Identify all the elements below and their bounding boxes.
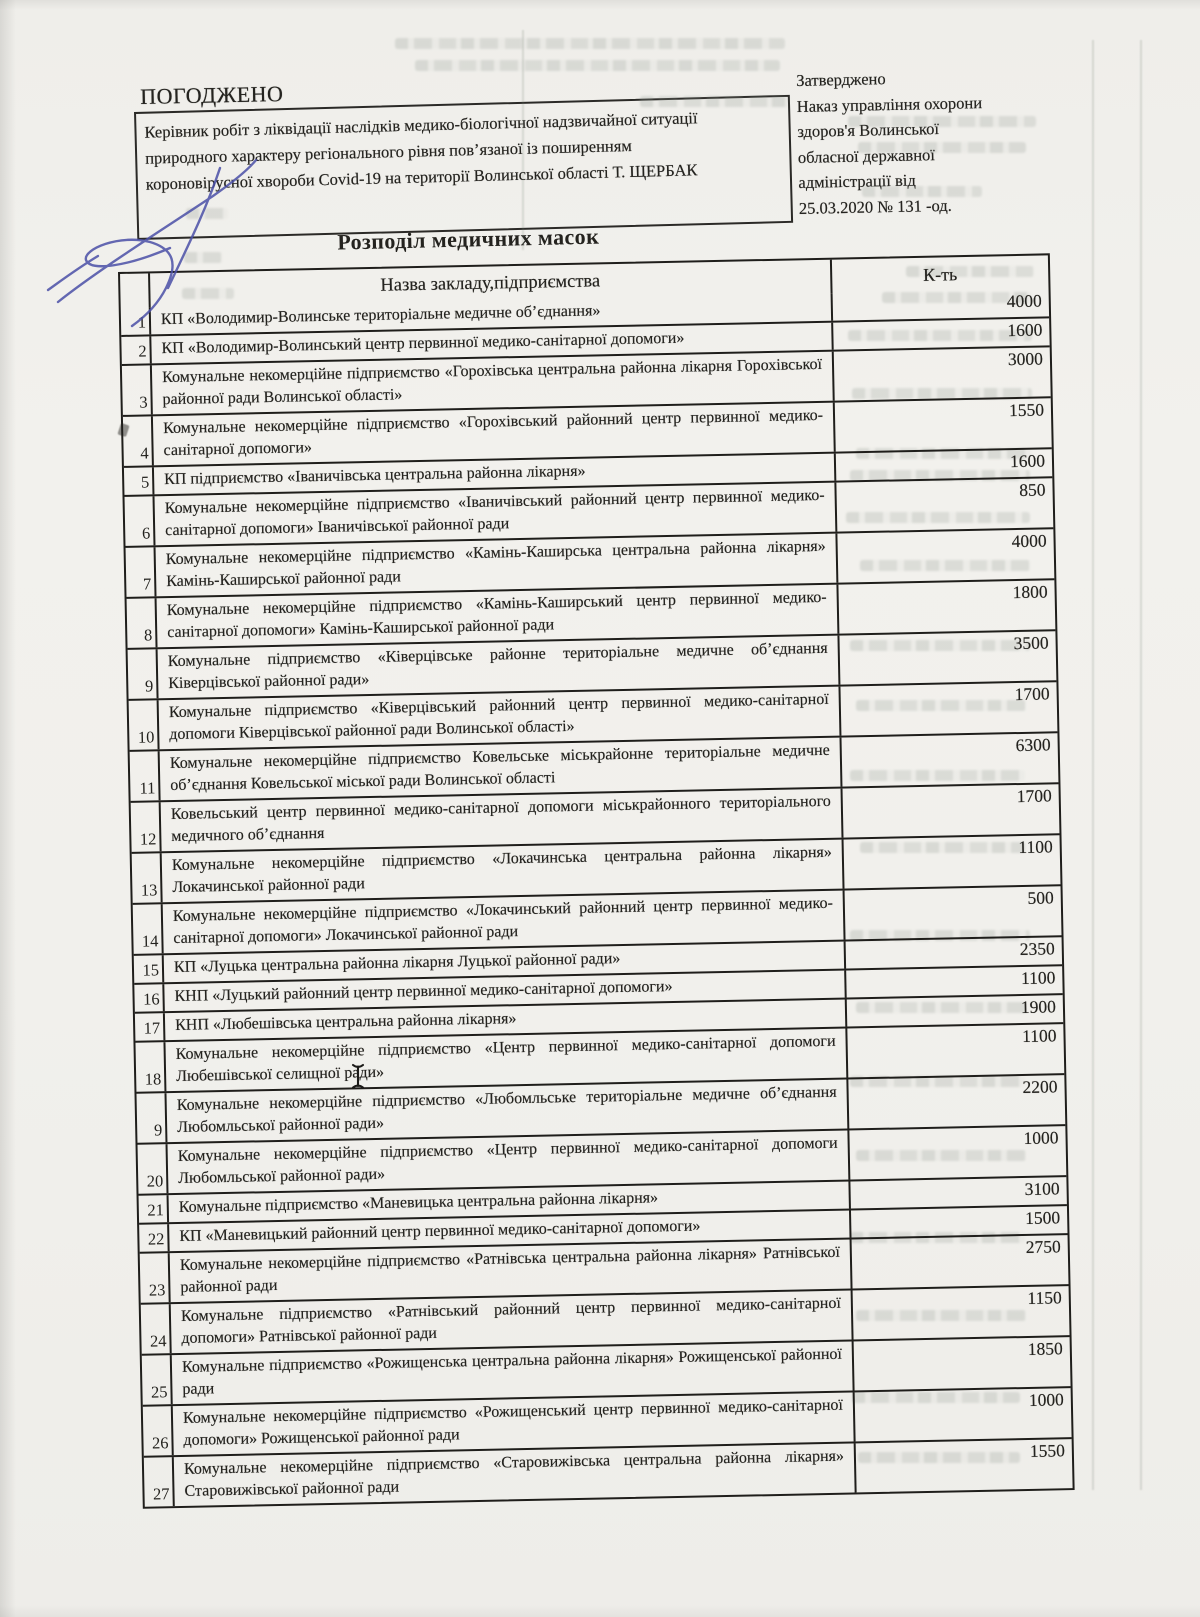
- quantity-value: 2200: [1022, 1076, 1058, 1098]
- approved-line: здоров'я Волинської: [797, 119, 940, 141]
- facility-name: КП «Луцька центральна районна лікарня Луцької районної ради»: [164, 942, 846, 983]
- facility-name: Комунальне підприємство «Ратнівський районний центр первинної медико-санітарної допомоги» Ратнівської районної ради: [171, 1290, 854, 1353]
- row-number: 15: [134, 955, 165, 983]
- text-cursor-artifact: [348, 1062, 368, 1090]
- facility-name: Комунальне некомерційне підприємство «Рожищенський центр первинної медико-санітарної допомоги» Рожищенської районної ради: [173, 1392, 856, 1455]
- bleedthrough-artifact: [858, 142, 1026, 153]
- facility-name: Комунальне некомерційне підприємство «Камінь-Каширський центр первинної медико-санітарної допомоги» Камінь-Каширської районної ради: [157, 585, 840, 648]
- header-name-cell: Назва закладу,підприємства: [150, 260, 833, 308]
- quantity-value: 1700: [1014, 683, 1050, 705]
- row-number: 24: [141, 1304, 172, 1354]
- quantity-value: 500: [1027, 887, 1054, 908]
- row-number: 5: [124, 467, 155, 495]
- quantity-value: 1850: [1027, 1338, 1063, 1359]
- table-body: [121, 289, 1073, 1506]
- facility-name: Комунальне некомерційне підприємство «Ратнівська центральна районна лікарня» Ратнівської районної ради: [170, 1239, 853, 1302]
- row-number: 12: [131, 802, 162, 852]
- facility-name: Комунальне некомерційне підприємство «Локачинський районний центр первинної медико-санітарної допомоги» Локачинської районної ради: [163, 891, 846, 954]
- facility-name: Комунальне некомерційне підприємство «Локачинська центральна районна лікарня» Локачинської районної ради: [162, 840, 845, 903]
- facility-name: КП «Маневицький районний центр первинної медико-санітарної допомоги»: [169, 1210, 851, 1251]
- facility-name: Комунальне некомерційне підприємство «Горохівський районний центр первинної медико-санітарної допомоги»: [153, 403, 836, 466]
- quantity-value: 850: [1019, 479, 1046, 500]
- row-number: 21: [139, 1195, 170, 1223]
- row-number: 25: [142, 1355, 173, 1405]
- quantity-value: 6300: [1015, 734, 1051, 756]
- approved-line: 25.03.2020 № 131 -од.: [798, 195, 953, 218]
- approved-line: Затверджено: [796, 69, 886, 90]
- agreed-box-line: природного характеру регіонального рівня пов’язаної із поширенням: [144, 135, 633, 168]
- quantity-value: 4000: [1011, 530, 1047, 552]
- signature-ink: [28, 130, 388, 460]
- quantity-value: 1600: [1007, 319, 1043, 341]
- row-number: 20: [138, 1144, 169, 1194]
- quantity-value: 3000: [1007, 348, 1044, 370]
- bleedthrough-artifact: [395, 38, 785, 49]
- quantity-value: 4000: [1006, 290, 1042, 312]
- facility-name: Комунальне некомерційне підприємство «Старовижівська центральна районна лікарня» Старовижівської районної ради: [174, 1443, 857, 1506]
- quantity-value: 1550: [1008, 399, 1045, 421]
- approved-line: обласної державної: [797, 144, 936, 167]
- quantity-value: 3100: [1024, 1178, 1060, 1199]
- row-number: 7: [126, 547, 157, 597]
- bleedthrough-artifact: [862, 186, 982, 197]
- row-number: 13: [132, 853, 163, 903]
- facility-name: Комунальне підприємство «Рожищенська центральна районна лікарня» Рожищенської районної ради: [172, 1341, 855, 1404]
- row-number: 18: [135, 1042, 166, 1092]
- row-number: 2: [121, 336, 152, 364]
- quantity-value: 1100: [1020, 967, 1056, 989]
- agreed-box-line: короновірусної хвороби Covid-19 на території Волинської області Т. ЩЕРБАК: [145, 160, 698, 194]
- facility-name: Комунальне підприємство «Маневицька центральна районна лікарня»: [169, 1181, 851, 1222]
- quantity-value: 1100: [1018, 836, 1053, 858]
- bleedthrough-artifact: [848, 116, 1036, 127]
- row-number: 3: [122, 365, 153, 415]
- agreed-box-line: Керівник робіт з ліквідації наслідків медико-біологічної надзвичайної ситуації: [144, 108, 698, 142]
- facility-name: Комунальне некомерційне підприємство Ковельське міськрайонне територіальне медичне об’єднання Ковельської міської ради Волинської області: [160, 738, 843, 801]
- quantity-value: 1000: [1028, 1389, 1065, 1410]
- facility-name: Комунальне підприємство «Ківерцівське районне територіальне медичне об’єднання Ківерцівської районної ради»: [158, 636, 841, 699]
- row-number: 6: [125, 496, 156, 546]
- facility-name: Комунальне некомерційне підприємство «Любомльське територіальне медичне об’єднання Любомльської районної ради»: [166, 1080, 849, 1143]
- quantity-value: 1550: [1029, 1440, 1066, 1461]
- facility-name: Комунальне некомерційне підприємство «Центр первинної медико-санітарної допомоги Любомльської районної ради»: [168, 1130, 851, 1193]
- quantity-value: 1500: [1024, 1207, 1061, 1228]
- row-number: 8: [127, 598, 158, 648]
- facility-name: Комунальне некомерційне підприємство «Камінь-Каширська центральна районна лікарня» Камінь-Каширської районної ради: [156, 534, 839, 597]
- facility-name: КП «Володимир-Волинський центр первинної медико-санітарної допомоги»: [151, 323, 833, 364]
- header-qty-cell: К-ть: [922, 263, 958, 285]
- facility-name: Комунальне підприємство «Ківерцівський районний центр первинної медико-санітарної допомоги Ківерцівської районної ради Волинської області»: [159, 687, 842, 750]
- quantity-value: 2350: [1019, 938, 1055, 960]
- row-number: 16: [134, 984, 165, 1012]
- bleedthrough-gridline: [522, 30, 524, 250]
- quantity-value: 1150: [1027, 1287, 1062, 1308]
- row-number: 22: [139, 1224, 170, 1252]
- quantity-value: 2750: [1025, 1236, 1061, 1257]
- facility-name: Комунальне некомерційне підприємство «Центр первинної медико-санітарної допомоги Любешівської селищної ради»: [165, 1029, 848, 1092]
- quantity-value: 3500: [1013, 632, 1049, 654]
- agreed-heading: ПОГОДЖЕНО: [140, 81, 284, 109]
- row-number: 23: [140, 1253, 171, 1303]
- row-number: 27: [144, 1457, 175, 1507]
- facility-name: Ковельський центр первинної медико-санітарної допомоги міськрайонного територіального медичного об’єднання: [161, 789, 844, 852]
- page-title: Розподіл медичних масок: [337, 223, 600, 255]
- quantity-value: 1000: [1023, 1127, 1059, 1148]
- bleedthrough-artifact: [415, 60, 780, 71]
- quantity-value: 1900: [1020, 996, 1057, 1018]
- bleedthrough-artifact: [640, 96, 790, 107]
- row-number: 1: [121, 307, 152, 335]
- row-number: 4: [123, 416, 154, 466]
- approved-line: адміністрації від: [798, 170, 916, 192]
- row-number: 11: [130, 751, 161, 801]
- quantity-value: 1700: [1016, 785, 1052, 807]
- facility-name: Комунальне некомерційне підприємство «Горохівська центральна районна лікарня Горохівської районної ради Волинської області»: [152, 352, 835, 415]
- row-number: 9: [136, 1093, 167, 1143]
- facility-name: КНП «Любешівська центральна районна лікарня»: [165, 1000, 847, 1041]
- facility-name: КП «Володимир-Волинське територіальне медичне об’єднання»: [151, 294, 833, 335]
- row-number: 14: [133, 904, 164, 954]
- row-number: 17: [135, 1013, 166, 1041]
- facility-name: Комунальне некомерційне підприємство «Іваничівський районний центр первинної медико-санітарної допомоги» Іваничівської районної ради: [155, 483, 838, 546]
- quantity-value: 1800: [1012, 581, 1048, 603]
- row-number: 9: [128, 649, 159, 699]
- approved-line: Наказ управління охорони: [796, 92, 983, 116]
- bleedthrough-gridline: [1140, 40, 1142, 1490]
- facility-name: КНП «Луцький районний центр первинної медико-санітарної допомоги»: [164, 971, 846, 1012]
- row-number: 10: [129, 700, 160, 750]
- facility-name: КП підприємство «Іваничівська центральна районна лікарня»: [154, 454, 836, 495]
- row-number: 26: [143, 1406, 174, 1456]
- quantity-value: 1100: [1021, 1025, 1057, 1047]
- bleedthrough-gridline: [1092, 40, 1094, 1490]
- quantity-value: 1600: [1009, 450, 1046, 472]
